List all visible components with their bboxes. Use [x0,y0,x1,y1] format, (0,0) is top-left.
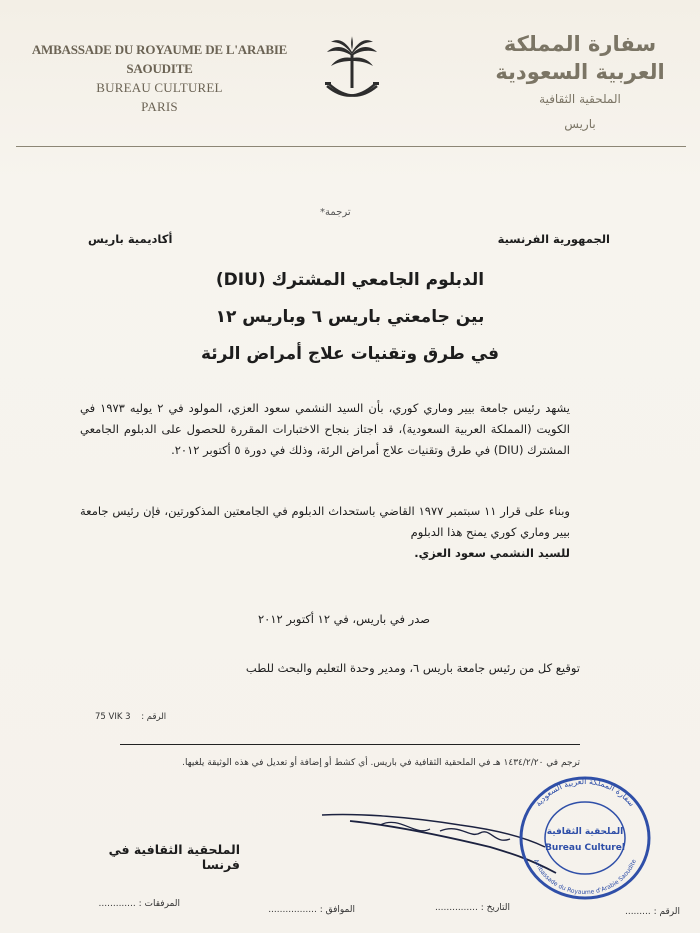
translation-note: ترجم في ١٤٣٤/٢/٢٠ هـ في الملحقية الثقافية في باريس. أي كشط أو إضافة أو تعديل في هذه الوثيقة يلغيها. [182,758,580,768]
letterhead-ar-line2: الملحقية الثقافية [539,92,621,106]
diploma-title-line1: الدبلوم الجامعي المشترك (DIU) [215,270,485,290]
academy-heading: أكاديمية باريس [88,232,173,246]
diploma-title-line2: بين جامعتي باريس ٦ وباريس ١٢ [215,307,485,327]
reference-number [95,712,166,722]
letterhead-fr-line1: AMBASSADE DU ROYAUME DE L'ARABIE SAOUDITE [31,42,288,76]
svg-text:Ambassade du Royaume d'Arabie [532,858,638,896]
cultural-bureau-stamp [515,770,655,900]
certificate-paragraph-1: يشهد رئيس جامعة بيير وماري كوري، بأن السيد النشمي سعود العزي، المولود في ٢ يوليه ١٩٧٣ في الكويت (المملكة العربية السعودية)، قد اجتاز بنجاح الاختبارات المقررة للحصول على الدبلوم الجامعي المشترك (DIU) في طرق وتقنيات علاج أمراض الرئة، وذلك في دورة ٥ أكتوبر ٢٠١٢. [80,401,570,457]
svg-text:سفارة المملكة العربية السعودية [534,777,637,808]
cultural-office-signature-label: الملحقية الثقافية في فرنسا [108,842,240,872]
stamp-top-text: سفارة المملكة العربية السعودية [533,776,637,809]
reference-label: الرقم : [141,712,167,722]
translation-label: ترجمة* [320,207,351,218]
stamp-center-french: Bureau Culturel [545,843,625,853]
footer-divider [120,744,580,745]
header-divider [16,146,686,147]
field-attachments-label: المرفقات : [138,899,180,909]
field-date: التاريخ : ............... [434,903,510,913]
paragraph-2-text: وبناء على قرار ١١ سبتمبر ١٩٧٧ القاضي باستحداث الدبلوم في الجامعتين المذكورتين، فإن رئيس جامعة بيير وماري كوري يمنح هذا الدبلوم [80,504,570,539]
letterhead-french [22,40,297,116]
issued-line: صدر في باريس، في ١٢ أكتوبر ٢٠١٢ [257,612,430,626]
republic-heading: الجمهورية الفرنسية [497,232,610,246]
stamp-bottom-text: Ambassade du Royaume d'Arabie Saoudite [532,858,638,897]
letterhead-fr-line3: PARIS [141,99,178,114]
field-number: الرقم : ......... [624,907,680,917]
saudi-emblem-icon [323,36,381,114]
stamp-center-arabic: الملحقية الثقافية [546,827,624,837]
field-date-label: التاريخ : [480,903,510,913]
letterhead-ar-line3: باريس [564,117,596,131]
recipient-name: للسيد النشمي سعود العزي. [414,546,570,560]
signature-authorities-line: توقيع كل من رئيس جامعة باريس ٦، ومدير وحدة التعليم والبحث للطب [245,661,580,675]
field-corresponding-label: الموافق : [319,905,355,915]
certificate-paragraph-2 [80,501,570,564]
letterhead-arabic [470,30,690,133]
field-attachments: المرفقات : ............. [98,899,180,909]
letterhead-fr-line2: BUREAU CULTUREL [96,80,223,95]
field-number-label: الرقم : [653,907,680,917]
letterhead-ar-line1: سفارة المملكة العربية السعودية [495,32,665,84]
reference-value: 75 VIK 3 [95,712,131,722]
diploma-title-line3: في طرق وتقنيات علاج أمراض الرئة [200,344,500,364]
field-corresponding: الموافق : ................. [268,905,355,915]
